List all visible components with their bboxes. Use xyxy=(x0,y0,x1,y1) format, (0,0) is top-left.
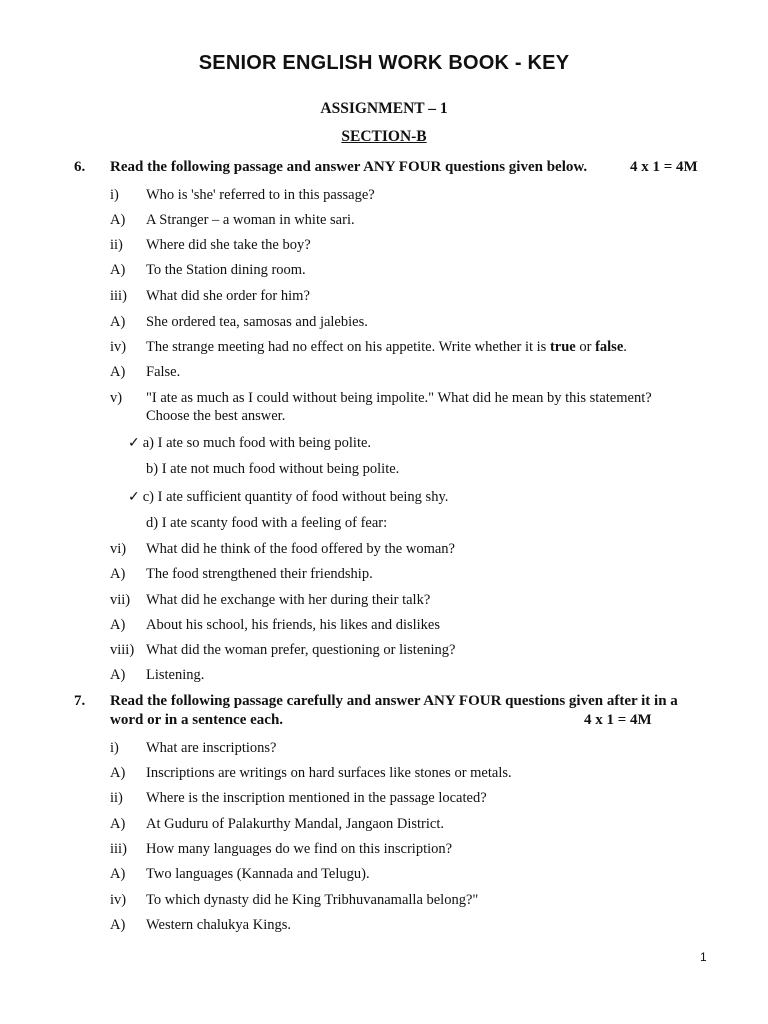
item-text xyxy=(146,338,706,356)
page-number: 1 xyxy=(700,950,707,964)
item-label: A) xyxy=(110,566,126,582)
bold-false: false xyxy=(595,339,624,355)
document-title: SENIOR ENGLISH WORK BOOK - KEY xyxy=(198,52,570,74)
item-text: What are inscriptions? xyxy=(146,740,277,756)
item-text: Listening. xyxy=(146,667,205,683)
item-text: She ordered tea, samosas and jalebies. xyxy=(146,314,368,330)
item-text-line1: "I ate as much as I could without being impolite." What did he mean by this statement? xyxy=(146,390,652,406)
text-segment: The strange meeting had no effect on his appetite. Write whether it is xyxy=(146,339,550,355)
choice-text: d) I ate scanty food with a feeling of fear: xyxy=(146,515,388,531)
item-text: Who is 'she' referred to in this passage? xyxy=(146,187,375,203)
item-label: iv) xyxy=(110,339,127,355)
item-label: A) xyxy=(110,866,126,882)
item-label: A) xyxy=(110,262,126,278)
section-heading: SECTION-B xyxy=(341,128,427,145)
item-label: A) xyxy=(110,667,126,683)
question-number: 7. xyxy=(74,693,86,709)
item-label: vi) xyxy=(110,541,127,557)
bold-true: true xyxy=(549,339,576,355)
choice-a xyxy=(128,434,371,453)
choice-text: c) I ate sufficient quantity of food without being shy. xyxy=(142,489,449,505)
item-label: A) xyxy=(110,364,126,380)
item-text: How many languages do we find on this inscription? xyxy=(146,841,453,857)
question-number: 6. xyxy=(74,159,86,175)
choice-b xyxy=(146,460,399,478)
assignment-heading: ASSIGNMENT – 1 xyxy=(320,100,448,117)
item-text: Where is the inscription mentioned in the passage located? xyxy=(146,790,487,806)
item-text: Western chalukya Kings. xyxy=(146,917,291,933)
item-label: A) xyxy=(110,617,126,633)
item-label: A) xyxy=(110,314,126,330)
item-text: A Stranger – a woman in white sari. xyxy=(146,212,355,228)
question-marks: 4 x 1 = 4M xyxy=(584,712,652,728)
item-text: About his school, his friends, his likes and dislikes xyxy=(146,617,441,633)
item-label: vii) xyxy=(110,592,131,608)
item-label: A) xyxy=(110,212,126,228)
item-label: ii) xyxy=(110,237,123,253)
item-text-line2: Choose the best answer. xyxy=(146,408,286,424)
choice-text: a) I ate so much food with being polite. xyxy=(142,435,372,451)
text-segment: . xyxy=(623,339,627,355)
item-text: At Guduru of Palakurthy Mandal, Jangaon District. xyxy=(146,816,445,832)
item-label: A) xyxy=(110,765,126,781)
item-label: iii) xyxy=(110,841,127,857)
item-label: A) xyxy=(110,816,126,832)
question-text-line1: Read the following passage carefully and answer ANY FOUR questions given after it in a xyxy=(110,693,678,709)
item-text: What did the woman prefer, questioning or listening? xyxy=(146,642,456,658)
choice-text: b) I ate not much food without being polite. xyxy=(146,461,400,477)
item-text: What did he think of the food offered by the woman? xyxy=(146,541,455,557)
item-text: To which dynasty did he King Tribhuvanamalla belong?" xyxy=(146,892,479,908)
item-label: iv) xyxy=(110,892,127,908)
choice-c xyxy=(128,488,448,507)
item-text: What did he exchange with her during their talk? xyxy=(146,592,431,608)
item-text: The food strengthened their friendship. xyxy=(146,566,373,582)
item-text: False. xyxy=(146,364,181,380)
item-text: Two languages (Kannada and Telugu). xyxy=(146,866,370,882)
question-text: Read the following passage and answer ANY FOUR questions given below. xyxy=(110,159,588,175)
item-text: Where did she take the boy? xyxy=(146,237,311,253)
question-text-line2: word or in a sentence each. xyxy=(110,712,284,728)
item-label: i) xyxy=(110,187,119,203)
check-icon: ✓ xyxy=(128,436,140,451)
item-label: viii) xyxy=(110,642,135,658)
text-segment: or xyxy=(575,339,596,355)
item-text: To the Station dining room. xyxy=(146,262,306,278)
choice-d xyxy=(146,514,387,532)
item-label: iii) xyxy=(110,288,127,304)
item-label: ii) xyxy=(110,790,123,806)
item-label: i) xyxy=(110,740,119,756)
item-label: A) xyxy=(110,917,126,933)
item-label: v) xyxy=(110,390,123,406)
check-icon: ✓ xyxy=(128,490,140,505)
item-text: What did she order for him? xyxy=(146,288,310,304)
item-text: Inscriptions are writings on hard surfaces like stones or metals. xyxy=(146,765,512,781)
question-marks: 4 x 1 = 4M xyxy=(630,159,698,175)
